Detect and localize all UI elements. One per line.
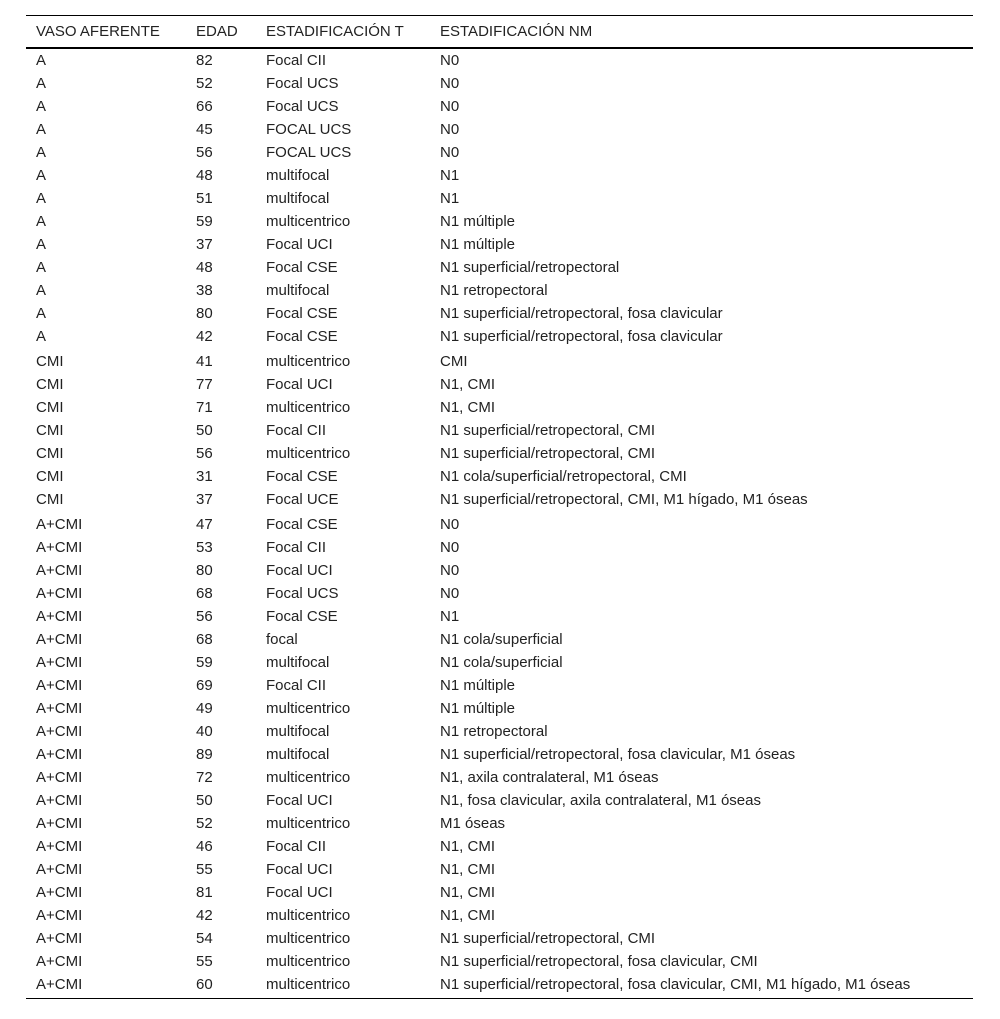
cell-vaso-aferente: CMI: [36, 467, 64, 485]
cell-vaso-aferente: A: [36, 189, 47, 207]
table-header: [26, 16, 973, 48]
cell-edad: 48: [196, 166, 213, 184]
cell-vaso-aferente: A+CMI: [36, 952, 83, 970]
cell-estadificacion-t: multicentrico: [266, 814, 351, 832]
cell-estadificacion-nm: N1 retropectoral: [440, 281, 548, 299]
cell-estadificacion-nm: N1, CMI: [440, 837, 496, 855]
cell-edad: 51: [196, 189, 213, 207]
cell-estadificacion-nm: N1 superficial/retropectoral, CMI: [440, 421, 656, 439]
cell-estadificacion-nm: N1: [440, 189, 460, 207]
header-row: [26, 16, 973, 48]
table-row: [26, 835, 973, 858]
table-row: [26, 674, 973, 697]
cell-estadificacion-t: multifocal: [266, 722, 330, 740]
cell-estadificacion-t: multicentrico: [266, 398, 351, 416]
cell-estadificacion-nm: N1 superficial/retropectoral, fosa clavicular, CMI, M1 hígado, M1 óseas: [430, 973, 973, 999]
table-row: [26, 279, 973, 302]
cell-edad: 89: [196, 745, 213, 763]
cell-estadificacion-t: Focal UCE: [266, 490, 339, 508]
cell-edad: 55: [196, 860, 213, 878]
cell-edad: 66: [196, 97, 213, 115]
table-body: [26, 48, 973, 999]
cell-vaso-aferente: A: [36, 258, 47, 276]
cell-vaso-aferente: A+CMI: [36, 791, 83, 809]
cell-estadificacion-t: Focal CSE: [266, 304, 338, 322]
cell-estadificacion-t: Focal CSE: [266, 258, 338, 276]
table-row: [26, 582, 973, 605]
cell-edad: 54: [196, 929, 213, 947]
table-row: [26, 396, 973, 419]
cell-estadificacion-t: Focal UCS: [266, 584, 339, 602]
cell-vaso-aferente: A: [36, 143, 47, 161]
table-row: [26, 141, 973, 164]
cell-estadificacion-t: multifocal: [266, 189, 330, 207]
table-row: [26, 628, 973, 651]
cell-estadificacion-nm: N1, CMI: [440, 398, 496, 416]
cell-estadificacion-nm: N0: [440, 584, 460, 602]
cell-estadificacion-t: Focal CII: [266, 421, 327, 439]
table-row: [26, 697, 973, 720]
cell-estadificacion-t: multicentrico: [266, 352, 351, 370]
table-row: [26, 187, 973, 210]
cell-estadificacion-nm: N1 múltiple: [440, 212, 516, 230]
cell-estadificacion-t: Focal CII: [266, 51, 327, 69]
table-row: [26, 210, 973, 233]
cell-vaso-aferente: A+CMI: [36, 929, 83, 947]
cell-estadificacion-t: multifocal: [266, 653, 330, 671]
cell-estadificacion-nm: N0: [440, 143, 460, 161]
cell-estadificacion-t: Focal UCS: [266, 74, 339, 92]
cell-estadificacion-t: Focal CII: [266, 676, 327, 694]
cell-estadificacion-t: multicentrico: [266, 906, 351, 924]
cell-vaso-aferente: A: [36, 281, 47, 299]
cell-estadificacion-nm: N0: [440, 51, 460, 69]
cell-estadificacion-t: multicentrico: [266, 768, 351, 786]
table-row: [26, 373, 973, 396]
cell-estadificacion-nm: N1 superficial/retropectoral, CMI: [440, 929, 656, 947]
cell-estadificacion-t: Focal UCI: [266, 883, 333, 901]
cell-estadificacion-t: Focal CSE: [266, 515, 338, 533]
table-row: [26, 48, 973, 72]
cell-edad: 31: [196, 467, 213, 485]
table-row: [26, 118, 973, 141]
cell-vaso-aferente: CMI: [36, 444, 64, 462]
cell-vaso-aferente: A+CMI: [36, 860, 83, 878]
cell-estadificacion-nm: N1 superficial/retropectoral, fosa clavicular: [440, 304, 723, 322]
cell-estadificacion-t: multicentrico: [266, 699, 351, 717]
cell-estadificacion-nm: N1 superficial/retropectoral: [440, 258, 620, 276]
cell-vaso-aferente: CMI: [36, 421, 64, 439]
cell-estadificacion-t: Focal CSE: [266, 607, 338, 625]
table-row: [26, 419, 973, 442]
cell-estadificacion-t: focal: [266, 630, 298, 648]
cell-estadificacion-t: multifocal: [266, 745, 330, 763]
cell-vaso-aferente: A+CMI: [36, 745, 83, 763]
cell-estadificacion-t: multicentrico: [266, 212, 351, 230]
cell-edad: 56: [196, 143, 213, 161]
cell-vaso-aferente: A+CMI: [36, 607, 83, 625]
cell-edad: 81: [196, 883, 213, 901]
cell-vaso-aferente: A+CMI: [36, 814, 83, 832]
cell-vaso-aferente: A+CMI: [36, 538, 83, 556]
cell-vaso-aferente: A+CMI: [36, 768, 83, 786]
cell-vaso-aferente: A+CMI: [26, 973, 186, 999]
cell-estadificacion-nm: M1 óseas: [440, 814, 506, 832]
table-row: [26, 536, 973, 559]
cell-vaso-aferente: A+CMI: [36, 584, 83, 602]
cell-estadificacion-nm: N0: [440, 120, 460, 138]
cell-edad: 49: [196, 699, 213, 717]
table-row: [26, 858, 973, 881]
table-row: [26, 256, 973, 279]
cell-vaso-aferente: A+CMI: [36, 515, 83, 533]
cell-vaso-aferente: A+CMI: [36, 653, 83, 671]
cell-vaso-aferente: A: [36, 120, 47, 138]
cell-edad: 56: [196, 444, 213, 462]
cell-vaso-aferente: CMI: [36, 375, 64, 393]
cell-estadificacion-nm: N1, CMI: [440, 375, 496, 393]
cell-estadificacion-t: Focal CSE: [266, 327, 338, 345]
cell-estadificacion-t: multicentrico: [266, 952, 351, 970]
header-vaso-aferente: VASO AFERENTE: [26, 16, 186, 48]
cell-edad: 77: [196, 375, 213, 393]
cell-estadificacion-nm: N0: [440, 561, 460, 579]
table-row: [26, 743, 973, 766]
table-row: [26, 465, 973, 488]
cell-estadificacion-nm: N1 múltiple: [440, 235, 516, 253]
cell-vaso-aferente: A+CMI: [36, 883, 83, 901]
cell-estadificacion-t: Focal UCI: [266, 375, 333, 393]
cell-vaso-aferente: A: [36, 327, 47, 345]
table-row: [26, 720, 973, 743]
header-estadificacion-nm: ESTADIFICACIÓN NM: [430, 16, 973, 48]
cell-edad: 80: [196, 561, 213, 579]
cell-vaso-aferente: A+CMI: [36, 676, 83, 694]
cell-edad: 60: [186, 973, 256, 999]
cell-edad: 80: [196, 304, 213, 322]
table-row: [26, 973, 973, 999]
cell-vaso-aferente: A+CMI: [36, 561, 83, 579]
cell-estadificacion-nm: N1: [440, 607, 460, 625]
table-row: [26, 233, 973, 256]
cell-estadificacion-t: multicentrico: [266, 444, 351, 462]
cell-edad: 50: [196, 791, 213, 809]
cell-estadificacion-nm: N0: [440, 74, 460, 92]
cell-estadificacion-t: multifocal: [266, 281, 330, 299]
table-row: [26, 605, 973, 628]
cell-estadificacion-nm: N1 cola/superficial: [440, 653, 563, 671]
table-row: [26, 812, 973, 835]
cell-edad: 68: [196, 630, 213, 648]
table-row: [26, 789, 973, 812]
cell-estadificacion-t: Focal CSE: [266, 467, 338, 485]
cell-vaso-aferente: A: [36, 74, 47, 92]
table-row: [26, 302, 973, 325]
cell-estadificacion-t: multicentrico: [256, 973, 430, 999]
cell-vaso-aferente: A: [36, 97, 47, 115]
cell-edad: 46: [196, 837, 213, 855]
cell-estadificacion-nm: CMI: [440, 352, 468, 370]
staging-table: [26, 15, 973, 999]
cell-estadificacion-nm: N1 cola/superficial: [440, 630, 563, 648]
cell-estadificacion-nm: N1, CMI: [440, 883, 496, 901]
cell-edad: 38: [196, 281, 213, 299]
table-row: [26, 72, 973, 95]
table-container: [26, 15, 973, 999]
cell-estadificacion-t: Focal UCI: [266, 561, 333, 579]
cell-estadificacion-nm: N1 superficial/retropectoral, fosa clavicular, CMI: [440, 952, 758, 970]
cell-edad: 59: [196, 653, 213, 671]
cell-vaso-aferente: CMI: [36, 398, 64, 416]
cell-estadificacion-t: Focal CII: [266, 538, 327, 556]
cell-edad: 52: [196, 814, 213, 832]
cell-edad: 53: [196, 538, 213, 556]
cell-vaso-aferente: A: [36, 235, 47, 253]
cell-estadificacion-t: Focal UCI: [266, 860, 333, 878]
cell-estadificacion-nm: N1, axila contralateral, M1 óseas: [440, 768, 659, 786]
table-row: [26, 927, 973, 950]
cell-edad: 55: [196, 952, 213, 970]
cell-vaso-aferente: A: [36, 212, 47, 230]
table-row: [26, 325, 973, 348]
cell-vaso-aferente: CMI: [36, 352, 64, 370]
table-row: [26, 95, 973, 118]
table-row: [26, 904, 973, 927]
cell-edad: 50: [196, 421, 213, 439]
table-row: [26, 881, 973, 904]
table-row: [26, 950, 973, 973]
cell-estadificacion-nm: N1, CMI: [440, 860, 496, 878]
table-row: [26, 559, 973, 582]
cell-estadificacion-nm: N1 superficial/retropectoral, fosa clavicular: [440, 327, 723, 345]
cell-edad: 72: [196, 768, 213, 786]
cell-estadificacion-t: FOCAL UCS: [266, 143, 352, 161]
cell-vaso-aferente: A: [36, 166, 47, 184]
cell-vaso-aferente: A+CMI: [36, 837, 83, 855]
cell-vaso-aferente: A+CMI: [36, 906, 83, 924]
cell-estadificacion-t: multicentrico: [266, 929, 351, 947]
table-row: [26, 442, 973, 465]
cell-edad: 56: [196, 607, 213, 625]
table-row: [26, 511, 973, 536]
cell-estadificacion-nm: N1 múltiple: [440, 699, 516, 717]
cell-edad: 42: [196, 327, 213, 345]
cell-estadificacion-nm: N1 superficial/retropectoral, CMI, M1 hígado, M1 óseas: [440, 490, 808, 508]
cell-edad: 68: [196, 584, 213, 602]
cell-estadificacion-nm: N1 retropectoral: [440, 722, 548, 740]
cell-vaso-aferente: A: [36, 51, 47, 69]
cell-vaso-aferente: A+CMI: [36, 630, 83, 648]
cell-estadificacion-nm: N1 superficial/retropectoral, fosa clavicular, M1 óseas: [440, 745, 796, 763]
cell-edad: 59: [196, 212, 213, 230]
cell-vaso-aferente: CMI: [36, 490, 64, 508]
table-row: [26, 651, 973, 674]
cell-estadificacion-t: FOCAL UCS: [266, 120, 352, 138]
cell-edad: 37: [196, 235, 213, 253]
cell-edad: 52: [196, 74, 213, 92]
header-edad: EDAD: [186, 16, 256, 48]
table-row: [26, 164, 973, 187]
cell-edad: 82: [196, 51, 213, 69]
cell-edad: 47: [196, 515, 213, 533]
cell-estadificacion-nm: N1 superficial/retropectoral, CMI: [440, 444, 656, 462]
cell-vaso-aferente: A: [36, 304, 47, 322]
cell-edad: 41: [196, 352, 213, 370]
cell-edad: 37: [196, 490, 213, 508]
cell-estadificacion-nm: N1 cola/superficial/retropectoral, CMI: [440, 467, 687, 485]
cell-estadificacion-t: Focal UCI: [266, 235, 333, 253]
cell-estadificacion-nm: N1 múltiple: [440, 676, 516, 694]
table-row: [26, 348, 973, 373]
cell-vaso-aferente: A+CMI: [36, 699, 83, 717]
cell-estadificacion-t: Focal UCI: [266, 791, 333, 809]
cell-estadificacion-nm: N1: [440, 166, 460, 184]
cell-edad: 42: [196, 906, 213, 924]
cell-estadificacion-nm: N1, CMI: [440, 906, 496, 924]
cell-estadificacion-nm: N0: [440, 97, 460, 115]
cell-edad: 69: [196, 676, 213, 694]
cell-estadificacion-nm: N0: [440, 515, 460, 533]
cell-edad: 45: [196, 120, 213, 138]
cell-estadificacion-nm: N1, fosa clavicular, axila contralateral, M1 óseas: [440, 791, 761, 809]
header-estadificacion-t: ESTADIFICACIÓN T: [256, 16, 430, 48]
cell-estadificacion-t: multifocal: [266, 166, 330, 184]
cell-estadificacion-nm: N0: [440, 538, 460, 556]
cell-estadificacion-t: Focal UCS: [266, 97, 339, 115]
cell-edad: 48: [196, 258, 213, 276]
cell-edad: 71: [196, 398, 213, 416]
table-row: [26, 766, 973, 789]
cell-vaso-aferente: A+CMI: [36, 722, 83, 740]
table-row: [26, 488, 973, 511]
cell-edad: 40: [196, 722, 213, 740]
cell-estadificacion-t: Focal CII: [266, 837, 327, 855]
